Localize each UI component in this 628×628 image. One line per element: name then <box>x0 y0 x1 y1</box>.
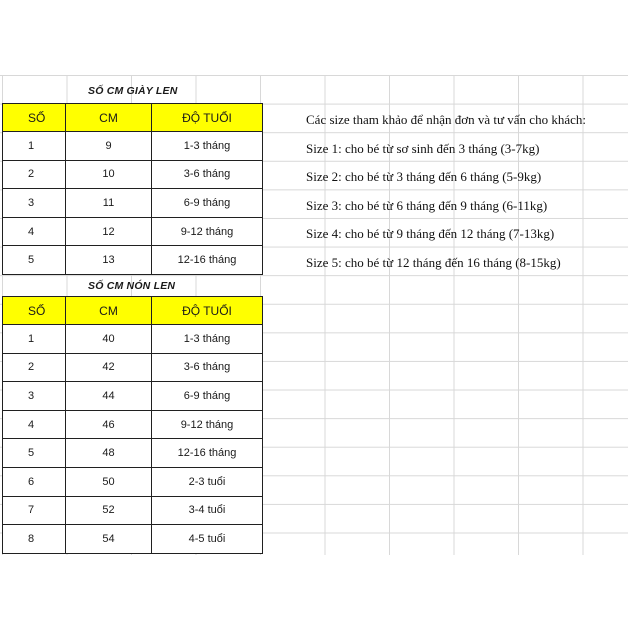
table-row <box>3 217 263 246</box>
table-row <box>3 525 263 554</box>
cell-number: 7 <box>3 496 66 525</box>
cell-cm: 12 <box>66 217 152 246</box>
cell-cm: 46 <box>66 410 152 439</box>
cell-number: 3 <box>3 382 66 411</box>
table-row <box>3 382 263 411</box>
cell-cm: 50 <box>66 467 152 496</box>
table-row <box>3 496 263 525</box>
header-cell-cm: CM <box>66 297 152 325</box>
cell-cm: 13 <box>66 246 152 275</box>
table-row <box>3 132 263 161</box>
cell-cm: 54 <box>66 525 152 554</box>
header-cell-number: SỐ <box>3 104 66 132</box>
cell-age: 1-3 tháng <box>152 132 263 161</box>
notes-heading: Các size tham khảo để nhận đơn và tư vấn cho khách: <box>306 112 586 127</box>
cell-number: 8 <box>3 525 66 554</box>
cell-age: 3-6 tháng <box>152 353 263 382</box>
header-cell-number: SỐ <box>3 297 66 325</box>
cell-age: 3-6 tháng <box>152 160 263 189</box>
size-note: Size 1: cho bé từ sơ sinh đến 3 tháng (3-7kg) <box>306 140 540 156</box>
cell-cm: 10 <box>66 160 152 189</box>
cell-number: 3 <box>3 189 66 218</box>
cell-age: 12-16 tháng <box>152 439 263 468</box>
cell-age: 1-3 tháng <box>152 325 263 354</box>
size-note: Size 5: cho bé từ 12 tháng đến 16 tháng (8-15kg) <box>306 254 561 270</box>
cell-cm: 42 <box>66 353 152 382</box>
table-row <box>3 325 263 354</box>
cell-age: 12-16 tháng <box>152 246 263 275</box>
table-row <box>3 189 263 218</box>
size-note: Size 2: cho bé từ 3 tháng đến 6 tháng (5-9kg) <box>306 169 542 185</box>
cell-cm: 11 <box>66 189 152 218</box>
table-row <box>3 353 263 382</box>
cell-number: 1 <box>3 132 66 161</box>
cell-cm: 40 <box>66 325 152 354</box>
cell-age: 9-12 tháng <box>152 410 263 439</box>
cell-number: 4 <box>3 410 66 439</box>
size-note: Size 4: cho bé từ 9 tháng đến 12 tháng (7-13kg) <box>306 226 555 242</box>
cell-number: 5 <box>3 246 66 275</box>
cell-number: 6 <box>3 467 66 496</box>
cell-number: 2 <box>3 353 66 382</box>
cell-age: 3-4 tuổi <box>152 496 263 525</box>
cell-number: 1 <box>3 325 66 354</box>
cell-age: 2-3 tuổi <box>152 467 263 496</box>
cell-cm: 9 <box>66 132 152 161</box>
shoes-table-title: SỐ CM GIÀY LEN <box>88 85 178 97</box>
cell-number: 5 <box>3 439 66 468</box>
cell-age: 6-9 tháng <box>152 189 263 218</box>
table-row <box>3 467 263 496</box>
table-header-row <box>3 104 263 132</box>
cell-number: 4 <box>3 217 66 246</box>
header-cell-age: ĐỘ TUỔI <box>152 104 263 132</box>
hats-size-table <box>2 296 263 554</box>
table-header-row <box>3 297 263 325</box>
hats-table-title: SỐ CM NÓN LEN <box>88 280 176 292</box>
cell-age: 6-9 tháng <box>152 382 263 411</box>
table-row <box>3 246 263 275</box>
header-cell-age: ĐỘ TUỔI <box>152 297 263 325</box>
cell-number: 2 <box>3 160 66 189</box>
header-cell-cm: CM <box>66 104 152 132</box>
cell-cm: 48 <box>66 439 152 468</box>
table-row <box>3 160 263 189</box>
cell-cm: 44 <box>66 382 152 411</box>
table-row <box>3 410 263 439</box>
size-note: Size 3: cho bé từ 6 tháng đến 9 tháng (6-11kg) <box>306 197 548 213</box>
cell-age: 4-5 tuổi <box>152 525 263 554</box>
size-reference-notes <box>306 110 586 282</box>
cell-cm: 52 <box>66 496 152 525</box>
table-row <box>3 439 263 468</box>
shoes-size-table <box>2 103 263 275</box>
cell-age: 9-12 tháng <box>152 217 263 246</box>
